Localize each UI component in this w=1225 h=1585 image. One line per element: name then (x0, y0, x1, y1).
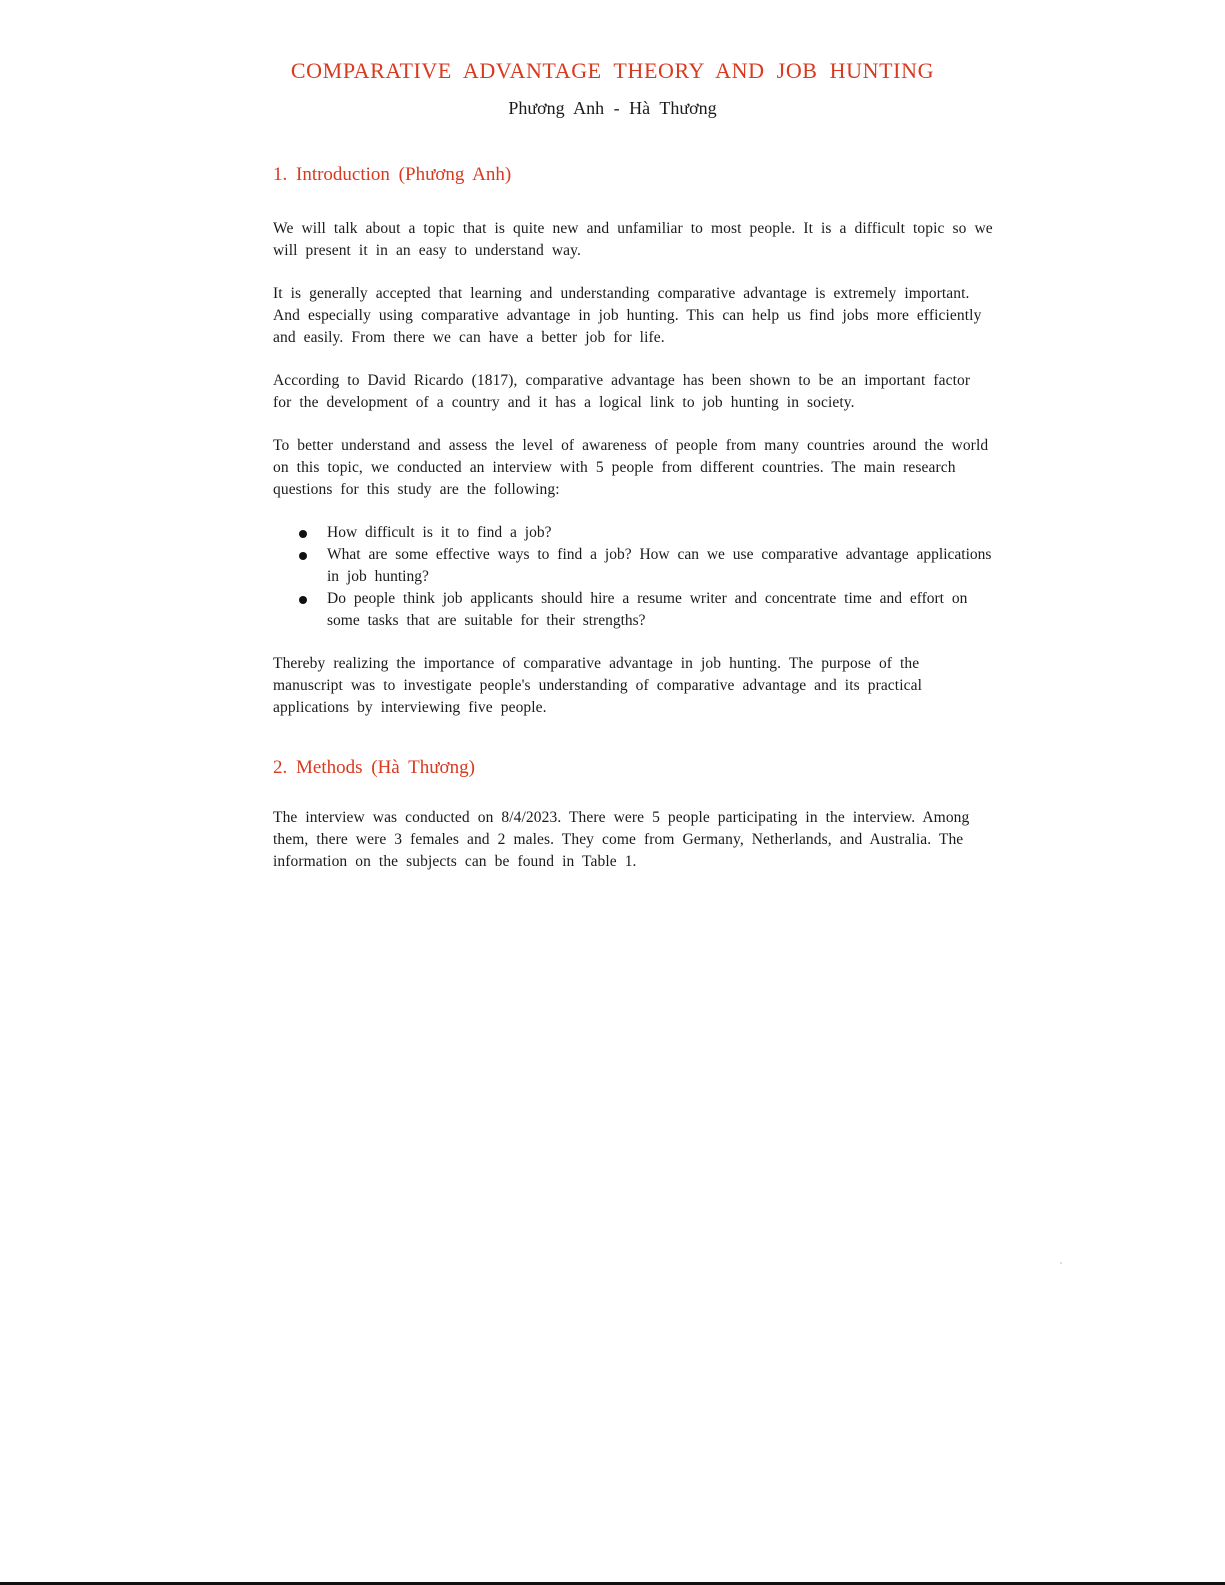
paragraph: According to David Ricardo (1817), comparative advantage has been shown to be an important factor for the development of a country and it has a logical link to job hunting in society. (273, 372, 971, 411)
scan-artifact (1060, 1262, 1062, 1264)
list-item-text: Do people think job applicants should hire a resume writer and concentrate time and effort on some tasks that are suitable for their strengths? (327, 590, 968, 629)
list-item-text: How difficult is it to find a job? (327, 524, 552, 541)
paragraph: The interview was conducted on 8/4/2023. There were 5 people participating in the interview. Among them, there were 3 females and 2 males. They come from Germany, Netherlands, and Australia. The information on the subjects can be found in Table 1. (273, 809, 970, 870)
document-body (273, 160, 993, 873)
bullet-icon (299, 530, 307, 538)
bullet-icon (299, 596, 307, 604)
bullet-icon (299, 552, 307, 560)
research-questions-list (273, 522, 993, 632)
list-item (273, 522, 993, 544)
list-item (273, 588, 993, 632)
list-item-text: What are some effective ways to find a job? How can we use comparative advantage applications in job hunting? (327, 546, 992, 585)
paragraph: Thereby realizing the importance of comparative advantage in job hunting. The purpose of the manuscript was to investigate people's understanding of comparative advantage and its practical applications by interviewing five people. (273, 655, 922, 716)
section-heading-methods: 2. Methods (Hà Thương) (273, 757, 475, 778)
document-title: COMPARATIVE ADVANTAGE THEORY AND JOB HUNTING (290, 58, 935, 83)
document-authors: Phương Anh - Hà Thương (508, 98, 717, 118)
paragraph: We will talk about a topic that is quite new and unfamiliar to most people. It is a difficult topic so we will present it in an easy to understand way. (273, 220, 993, 259)
section-methods (273, 753, 993, 873)
paragraph: It is generally accepted that learning and understanding comparative advantage is extremely important. And especially using comparative advantage in job hunting. This can help us find jobs more efficiently and easily. From there we can have a better job for life. (273, 285, 982, 346)
section-heading-introduction: 1. Introduction (Phương Anh) (273, 164, 512, 185)
list-item (273, 544, 993, 588)
paragraph: To better understand and assess the level of awareness of people from many countries around the world on this topic, we conducted an interview with 5 people from different countries. The main research questions for this study are the following: (273, 437, 989, 498)
section-introduction (273, 160, 993, 719)
